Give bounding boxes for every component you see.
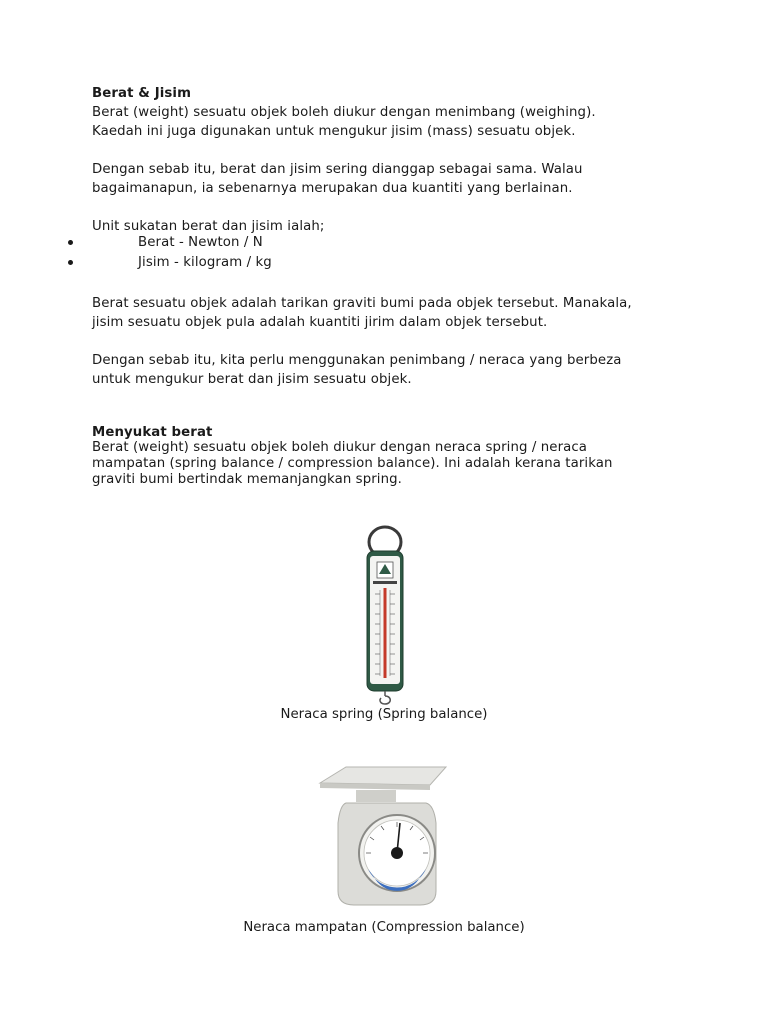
para4-line2: untuk mengukur berat dan jisim sesuatu objek. [92, 372, 412, 387]
heading-menyukat-berat: Menyukat berat [92, 425, 213, 440]
section2-line2: mampatan (spring balance / compression balance). Ini adalah kerana tarikan [92, 456, 613, 471]
heading-berat-jisim: Berat & Jisim [92, 86, 192, 101]
para4-line1: Dengan sebab itu, kita perlu menggunakan penimbang / neraca yang berbeza [92, 353, 622, 368]
unit-item-jisim: Jisim - kilogram / kg [138, 255, 272, 270]
para2-line1: Dengan sebab itu, berat dan jisim sering dianggap sebagai sama. Walau [92, 162, 583, 177]
bullet-marker [68, 240, 73, 245]
compression-balance-image [316, 763, 450, 911]
spring-balance-caption: Neraca spring (Spring balance) [280, 707, 488, 722]
para3-line2: jisim sesuatu objek pula adalah kuantiti jirim dalam objek tersebut. [92, 315, 548, 330]
compression-balance-caption: Neraca mampatan (Compression balance) [243, 920, 525, 935]
para1-line1: Berat (weight) sesuatu objek boleh diukur dengan menimbang (weighing). [92, 105, 596, 120]
spring-balance-image [355, 524, 415, 706]
section2-line1: Berat (weight) sesuatu objek boleh diukur dengan neraca spring / neraca [92, 440, 588, 455]
para1-line2: Kaedah ini juga digunakan untuk mengukur jisim (mass) sesuatu objek. [92, 124, 576, 139]
units-intro: Unit sukatan berat dan jisim ialah; [92, 219, 325, 234]
section2-line3: graviti bumi bertindak memanjangkan spring. [92, 472, 402, 487]
unit-item-berat: Berat - Newton / N [138, 235, 263, 250]
para3-line1: Berat sesuatu objek adalah tarikan graviti bumi pada objek tersebut. Manakala, [92, 296, 632, 311]
bullet-marker [68, 260, 73, 265]
para2-line2: bagaimanapun, ia sebenarnya merupakan dua kuantiti yang berlainan. [92, 181, 573, 196]
